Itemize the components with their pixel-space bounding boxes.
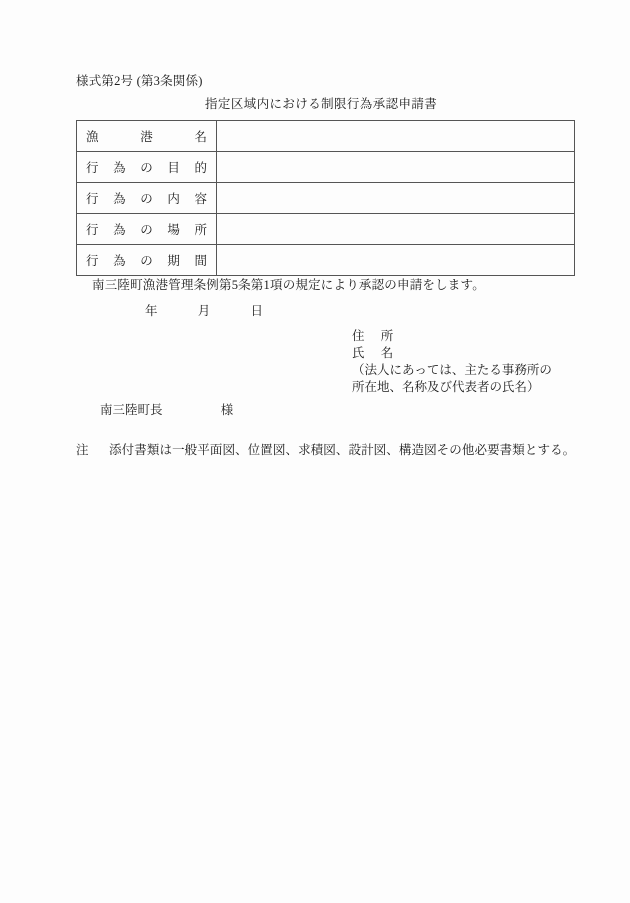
label-char: 港	[140, 130, 153, 144]
row-value-place-of-act[interactable]	[217, 214, 575, 245]
corporate-note-line-2: 所在地、名称及び代表者の氏名）	[352, 379, 540, 394]
label-char: 所	[194, 223, 207, 237]
row-label-period-of-act	[77, 245, 217, 276]
footnote-marker: 注	[76, 443, 89, 457]
label-spread	[86, 251, 207, 269]
label-char: の	[140, 254, 153, 268]
date-entry-line	[145, 301, 263, 319]
month-label: 月	[197, 304, 211, 318]
label-char: 的	[194, 161, 207, 175]
addressee-line	[100, 400, 233, 418]
label-char: 容	[194, 192, 207, 206]
footnote-line	[76, 440, 575, 458]
label-char: の	[140, 223, 153, 237]
label-char: の	[140, 161, 153, 175]
corporate-note-line-1: （法人にあっては、主たる事務所の	[352, 363, 552, 377]
table-row	[77, 152, 575, 183]
addressee-title: 南三陸町長	[100, 403, 163, 417]
row-label-content-of-act	[77, 183, 217, 214]
form-number-label: 様式第2号 (第3条関係)	[76, 74, 203, 88]
table-row	[77, 121, 575, 152]
label-char: の	[140, 192, 153, 206]
row-label-place-of-act	[77, 214, 217, 245]
label-spread	[86, 220, 207, 238]
applicant-name-row	[352, 345, 552, 362]
year-label: 年	[145, 304, 158, 318]
label-char: 行	[86, 161, 99, 175]
table-row	[77, 245, 575, 276]
name-label-2: 名	[380, 345, 394, 360]
document-title: 指定区域内における制限行為承認申請書	[205, 97, 438, 111]
addressee-honorific: 様	[220, 403, 234, 417]
label-char: 為	[113, 192, 126, 206]
label-char: 目	[167, 161, 180, 175]
row-value-fishing-port-name[interactable]	[217, 121, 575, 152]
label-char: 間	[194, 254, 207, 268]
row-label-purpose-of-act	[77, 152, 217, 183]
row-value-purpose-of-act[interactable]	[217, 152, 575, 183]
label-char: 行	[86, 254, 99, 268]
address-label-2: 所	[380, 329, 394, 343]
form-table-body	[77, 121, 575, 276]
application-statement: 南三陸町漁港管理条例第5条第1項の規定により承認の申請をします。	[92, 278, 485, 292]
application-form-table	[76, 120, 575, 276]
label-char: 為	[113, 161, 126, 175]
row-value-content-of-act[interactable]	[217, 183, 575, 214]
label-spread	[86, 189, 207, 207]
label-spread	[86, 158, 207, 176]
label-char: 行	[86, 192, 99, 206]
label-char: 為	[113, 223, 126, 237]
table-row	[77, 214, 575, 245]
applicant-information-block	[352, 328, 552, 395]
label-char: 行	[86, 223, 99, 237]
label-char: 為	[113, 254, 126, 268]
day-label: 日	[250, 304, 264, 318]
address-label: 住	[352, 329, 365, 343]
row-value-period-of-act[interactable]	[217, 245, 575, 276]
table-row	[77, 183, 575, 214]
footnote-text: 添付書類は一般平面図、位置図、求積図、設計図、構造図その他必要書類とする。	[109, 443, 576, 457]
label-char: 場	[167, 223, 180, 237]
label-char: 漁	[86, 130, 99, 144]
label-char: 名	[194, 130, 207, 144]
name-label: 氏	[352, 345, 365, 360]
label-spread	[86, 127, 207, 145]
row-label-fishing-port-name	[77, 121, 217, 152]
applicant-address-row	[352, 328, 552, 345]
label-char: 期	[167, 254, 180, 268]
label-char: 内	[167, 192, 180, 206]
